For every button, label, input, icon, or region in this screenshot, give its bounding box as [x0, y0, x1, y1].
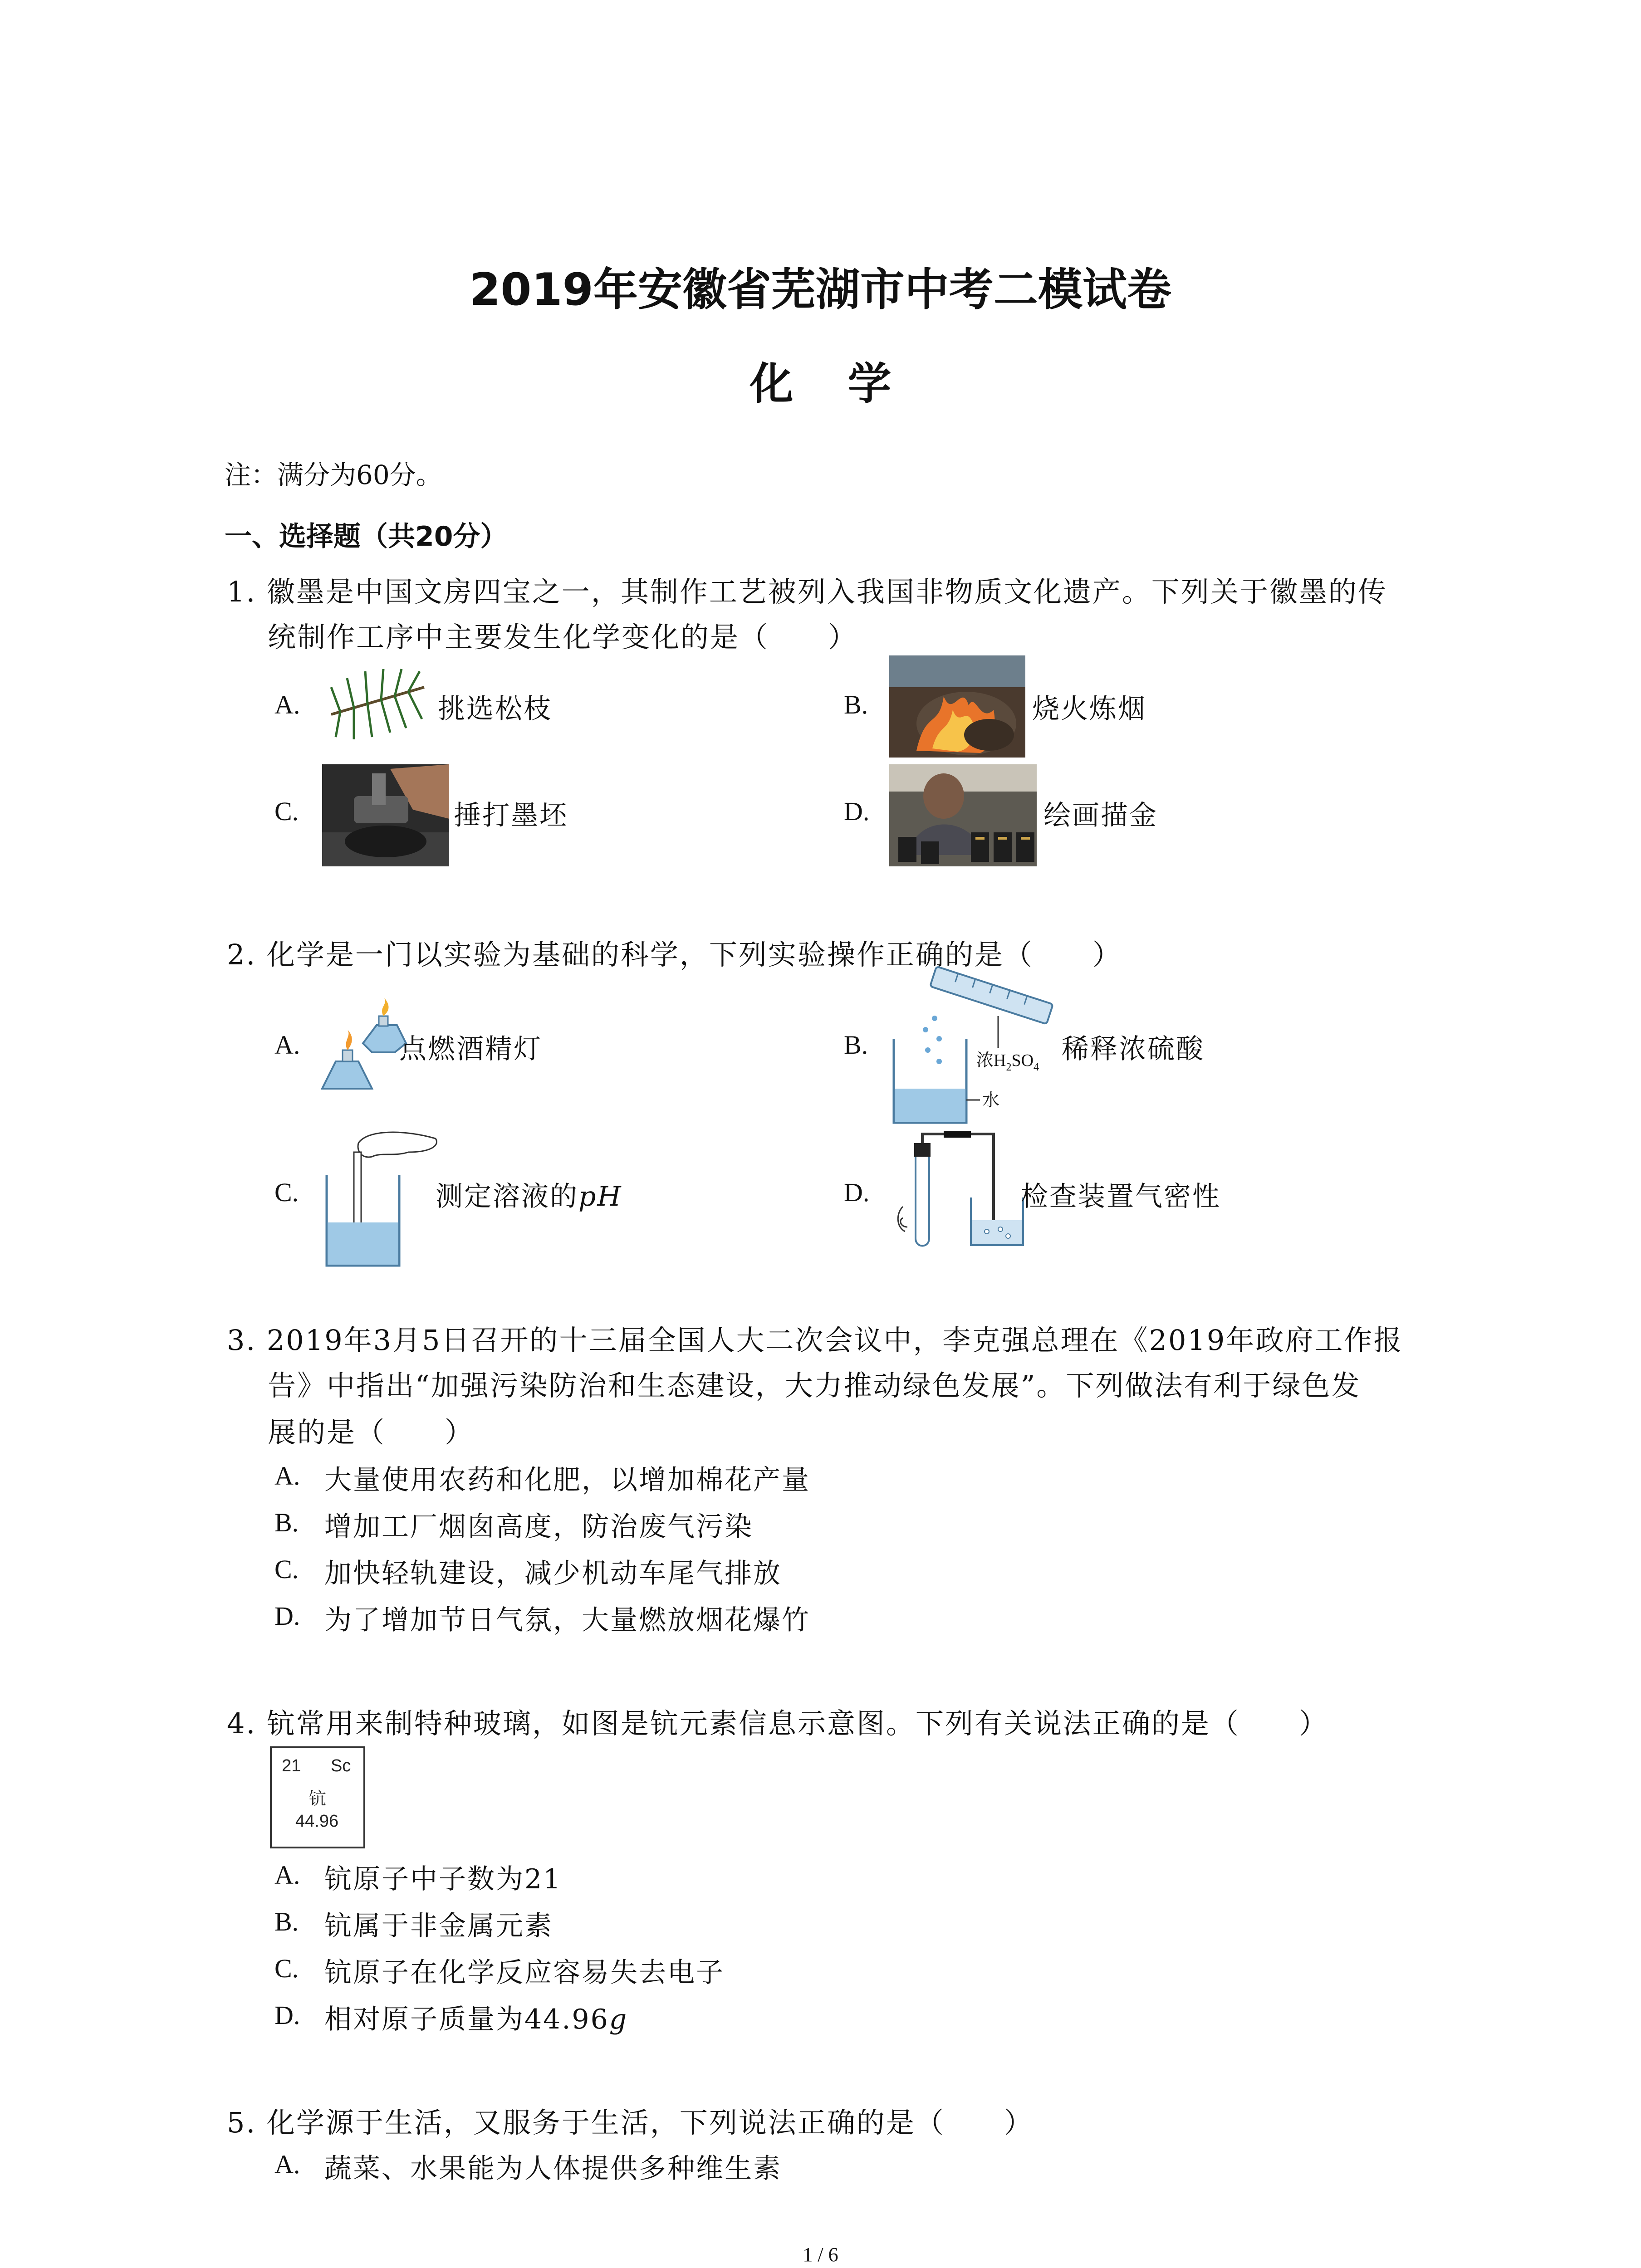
question-3-line-1: 3. 2019年3月5日召开的十三届全国人大二次会议中，李克强总理在《2019年政府工作报: [227, 1324, 1403, 1357]
gram-unit: g: [609, 2004, 628, 2035]
atomic-mass: 44.96: [295, 1812, 339, 1831]
question-1-line-1: 1. 徽墨是中国文房四宝之一，其制作工艺被列入我国非物质文化遗产。下列关于徽墨的传: [227, 575, 1387, 608]
painting-photo: [889, 764, 1037, 866]
atomic-number: 21: [282, 1756, 301, 1775]
score-note: 注：满分为60分。: [225, 459, 442, 490]
pine-branch-icon: [322, 660, 431, 746]
question-3-line-3: 展的是（ ）: [268, 1416, 475, 1449]
ph-test-diagram: [318, 1125, 445, 1270]
ph-option-text: 测定溶液的: [436, 1181, 578, 1212]
acid-label: 浓$H_2SO_4$: [976, 1051, 1039, 1073]
water-label: 水: [982, 1090, 1000, 1110]
question-1-line-2: 统制作工序中主要发生化学变化的是（ ）: [268, 621, 858, 654]
element-name: 钪: [309, 1789, 327, 1809]
hammering-photo: [322, 764, 449, 866]
page-number: 1 / 6: [803, 2244, 838, 2266]
element-symbol: Sc: [331, 1756, 351, 1775]
ph-variable: pH: [578, 1181, 622, 1212]
alcohol-lamp-icon: [318, 998, 408, 1098]
question-4-line-1: 4. 钪常用来制特种玻璃，如图是钪元素信息示意图。下列有关说法正确的是（ ）: [227, 1707, 1328, 1740]
exam-page: 2019年安徽省芜湖市中考二模试卷 化学 注：满分为60分。 一、选择题（共20分） 1. 徽墨是中国文房四宝之一，其制作工艺被列入我国非物质文化遗产。下列关于徽墨的传 统制作工序中主要发生化学变化的是（ ） A. 挑选松枝 B. 烧火炼烟 C. 捶打墨坯 D. 绘画描金 2. 化学是一门以实验为基础的科学，下列实验操作正确的是（ ） A. 点燃酒精灯 B. 浓$H_2SO_4$ 水 稀释浓硫酸 C. 测定溶液的pH D. 检查装置气密性 3. 2019年3月5日召开的十三届全国人大二次会议中，李克强总理在《2019年政府工作报 告》中指出“加强污染防治和生态建设，大力推动绿色发展”。下列做法有利于绿色发 展的是（ ） A. 大量使用农药和化肥，以增加棉花产量 B. 增加工厂烟囱高度，防治废气污染 C. 加快轻轨建设，减少机动车尾气排放 D. 为了增加节日气氛，大量燃放烟花爆竹 4. 钪常用来制特种玻璃，如图是钪元素信息示意图。下列有关说法正确的是（ ） 21 Sc 钪 44.96 A. 钪原子中子数为21 B. 钪属于非金属元素 C. 钪原子在化学反应容易失去电子 D. 相对原子质量为44.96g 5. 化学源于生活，又服务于生活，下列说法正确的是（ ） A. 蔬菜、水果能为人体提供多种维生素 1 / 6: [0, 0, 1641, 2268]
mass-option-text: 相对原子质量为44.96: [324, 2004, 609, 2035]
question-3-line-2: 告》中指出“加强污染防治和生态建设，大力推动绿色发展”。下列做法有利于绿色发: [268, 1369, 1361, 1402]
airtight-check-diagram: [889, 1129, 1025, 1252]
section-heading: 一、选择题（共20分）: [225, 521, 508, 552]
element-info-card: [270, 1746, 365, 1848]
question-2-line-1: 2. 化学是一门以实验为基础的科学，下列实验操作正确的是（ ）: [227, 938, 1122, 971]
subject-title: 化学: [749, 358, 946, 409]
fire-photo: [889, 655, 1025, 758]
dilute-acid-diagram: [889, 966, 1062, 1129]
question-5-line-1: 5. 化学源于生活，又服务于生活，下列说法正确的是（ ）: [227, 2106, 1034, 2139]
exam-title: 2019年安徽省芜湖市中考二模试卷: [470, 264, 1171, 316]
